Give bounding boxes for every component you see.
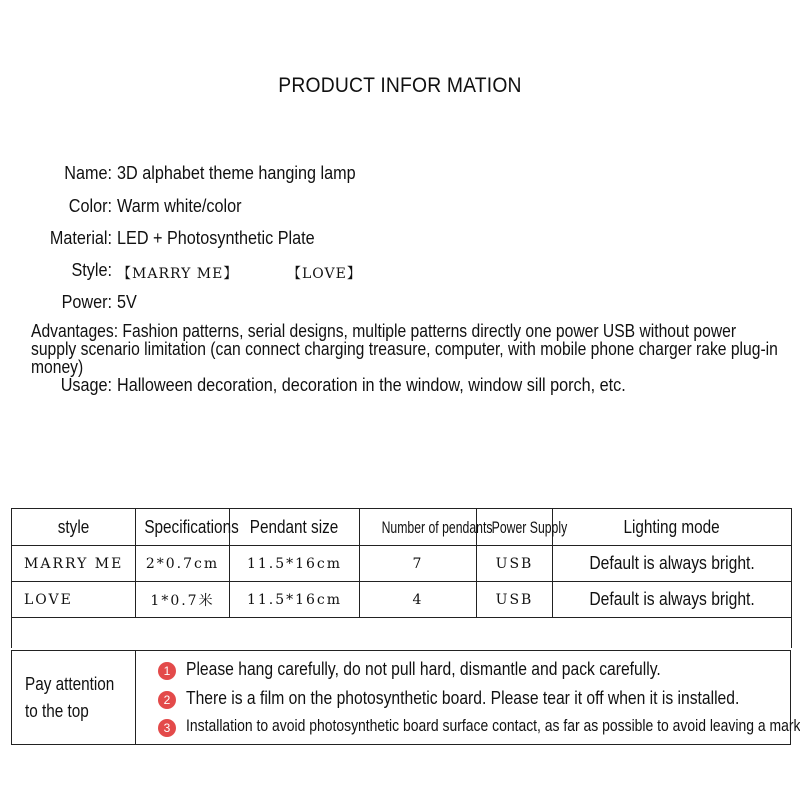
spec-table (11, 508, 792, 648)
info-row-material (0, 228, 800, 258)
header-number-of-pendants: Number of pendants (360, 509, 477, 546)
number-badge-icon: 1 (158, 662, 176, 680)
cell-pendant-size: 11.5*16cm (230, 582, 360, 618)
table-row (12, 582, 792, 618)
cell-pendant-size: 11.5*16cm (230, 546, 360, 582)
cell-power-supply: USB (477, 582, 553, 618)
attention-label-line1: Pay attention (25, 674, 115, 694)
cell-specifications: 1*0.7米 (136, 582, 230, 618)
usage-label: Usage: (60, 375, 112, 395)
number-badge-icon: 3 (158, 719, 176, 737)
cell-style: MARRY ME (12, 546, 136, 582)
cell-number-of-pendants: 7 (360, 546, 477, 582)
color-value: Warm white/color (117, 196, 242, 216)
style-value-2: 【LOVE】 (287, 266, 362, 282)
style-label: Style: (71, 260, 112, 280)
advantages-label: Advantages: (31, 321, 119, 341)
info-row-name (0, 163, 800, 193)
attention-label-line2: to the top (25, 701, 89, 721)
info-row-advantages (31, 322, 791, 376)
table-row (12, 546, 792, 582)
table-header-row (12, 509, 792, 546)
header-specifications: Specifications (136, 509, 230, 546)
cell-lighting-mode: Default is always bright. (553, 546, 792, 582)
header-pendant-size: Pendant size (230, 509, 360, 546)
attention-label (12, 651, 136, 744)
color-label: Color: (68, 196, 112, 216)
name-value: 3D alphabet theme hanging lamp (117, 163, 356, 183)
cell-specifications: 2*0.7cm (136, 546, 230, 582)
info-row-style (0, 260, 800, 290)
attention-box: Pay attention to the top 1 Please hang carefully, do not pull hard, dismantle and pack carefully. 2 There is a film on the photosynthetic board. Please tear it off when it is installed. 3 Installation to avoid photosynthetic board surface contact, as far as possible to avoid leaving a mark (11, 650, 791, 745)
table-blank-row (12, 618, 792, 649)
style-value-1: 【MARRY ME】 (117, 266, 239, 282)
material-label: Material: (49, 228, 112, 248)
material-value: LED + Photosynthetic Plate (117, 228, 315, 248)
info-row-color (0, 196, 800, 226)
info-row-usage (0, 375, 800, 405)
usage-value: Halloween decoration, decoration in the window, window sill porch, etc. (117, 375, 626, 395)
header-power-supply: Power Supply (477, 509, 553, 546)
cell-number-of-pendants: 4 (360, 582, 477, 618)
page-title: PRODUCT INFOR MATION (278, 74, 522, 97)
power-label: Power: (61, 292, 112, 312)
number-badge-icon: 2 (158, 691, 176, 709)
cell-power-supply: USB (477, 546, 553, 582)
header-style: style (12, 509, 136, 546)
info-row-power (0, 292, 800, 322)
power-value: 5V (117, 292, 137, 312)
header-lighting-mode: Lighting mode (553, 509, 792, 546)
name-label: Name: (64, 163, 112, 183)
cell-lighting-mode: Default is always bright. (553, 582, 792, 618)
cell-style: LOVE (12, 582, 136, 618)
advantages-value: Fashion patterns, serial designs, multiple patterns directly one power USB without power supply scenario limitation (can connect charging treasure, computer, with mobile phone charger rake plug-in money) (31, 321, 778, 377)
